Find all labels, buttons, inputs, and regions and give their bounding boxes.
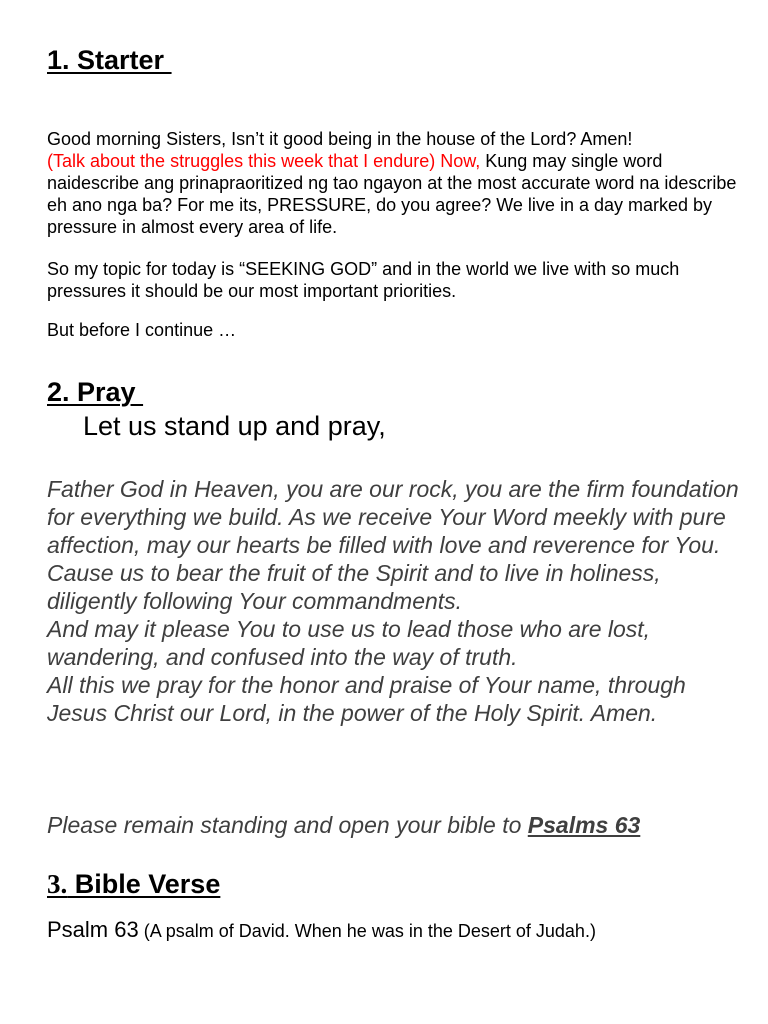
speaker-note-red: (Talk about the struggles this week that I endure) Now, [47,151,481,171]
starter-paragraph-3: But before I continue … [47,320,237,340]
starter-paragraph-2: So my topic for today is “SEEKING GOD” and in the world we live with so much pressures it should be our most important priorities. [47,259,680,301]
pressure-text: Kung may single word naidescribe ang prinapraoritized ng tao ngayon at the most accurate word na idescribe eh ano nga ba? For me its, PRESSURE, do you agree? We live in a day marked by pressure in almost every area of life. [47,151,737,237]
prayer-line-4: All this we pray for the honor and praise of Your name, through Jesus Christ our Lord, in the power of the Holy Spirit. Amen. [47,672,686,726]
verse-title: Psalm 63 [47,917,139,942]
psalms-reference: Psalms 63 [527,812,641,838]
heading-bible-verse [47,869,220,899]
prayer-line-3: And may it please You to use us to lead those who are lost, wandering, and confused into the way of truth. [47,616,651,670]
pray-intro: Let us stand up and pray, [83,411,386,441]
starter-paragraph-1 [47,128,747,238]
verse-line [47,917,596,943]
heading-pray: 2. Pray [47,377,144,407]
standing-instruction [47,811,747,839]
heading-bible-verse-number: 3. [47,869,68,899]
instruction-text: Please remain standing and open your bible to [47,812,528,838]
prayer-line-1: Father God in Heaven, you are our rock, you are the firm foundation for everything we build. As we receive Your Word meekly with pure affection, may our hearts be filled with love and reverence for You. [47,476,739,558]
greeting-text: Good morning Sisters, Isn’t it good being in the house of the Lord? Amen! [47,129,633,149]
prayer-line-2: Cause us to bear the fruit of the Spirit and to live in holiness, diligently following Your commandments. [47,560,661,614]
verse-note: (A psalm of David. When he was in the Desert of Judah.) [138,921,596,941]
prayer-text [47,475,747,727]
heading-bible-verse-text: Bible Verse [67,869,221,899]
heading-starter: 1. Starter [47,45,172,75]
